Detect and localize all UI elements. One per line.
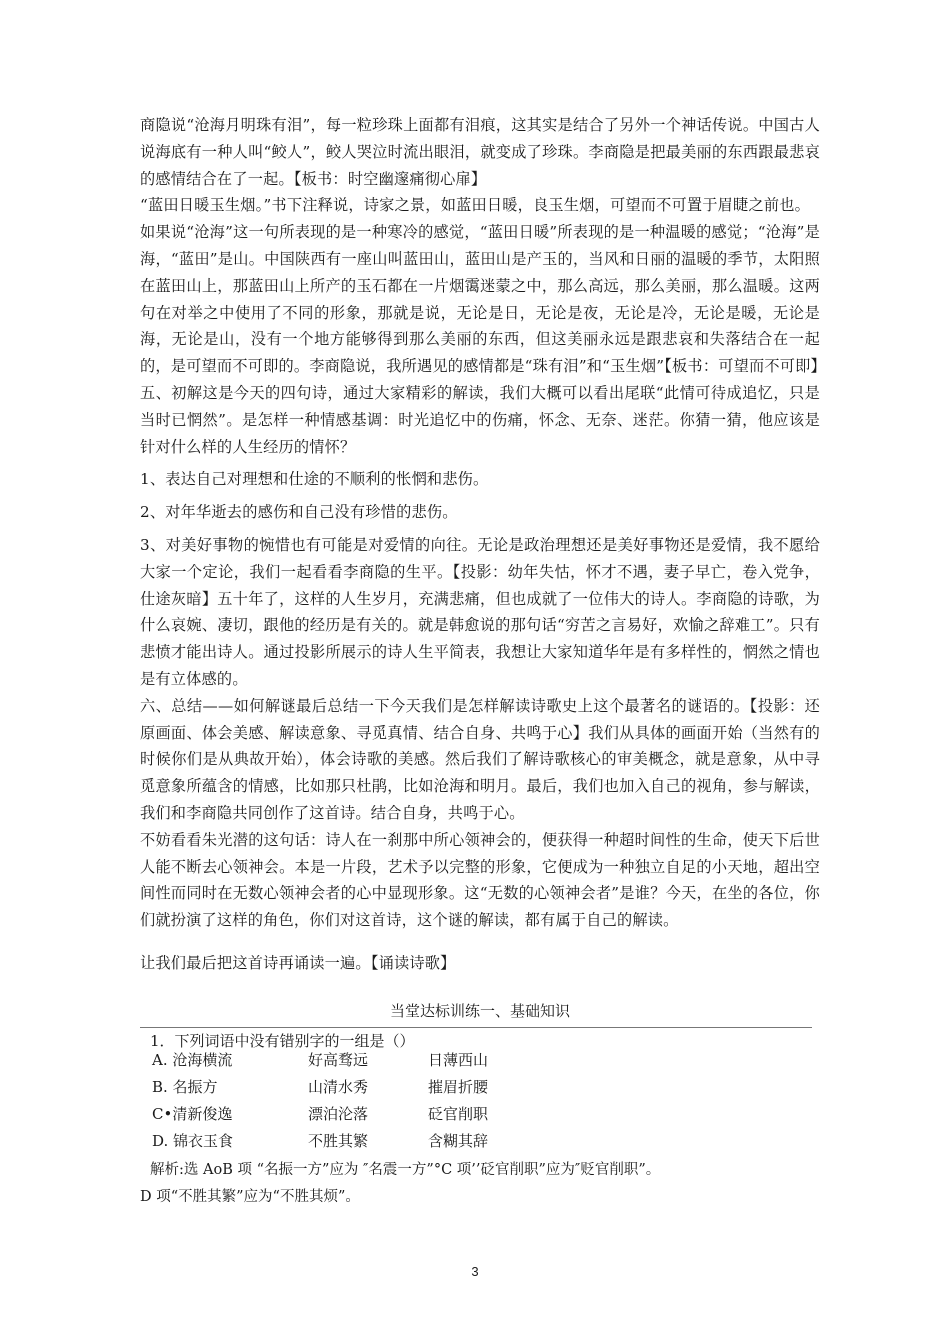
option-word: 含糊其辞 xyxy=(428,1132,489,1150)
option-label: C•清新俊逸 xyxy=(152,1105,233,1123)
option-word: 砭官削职 xyxy=(428,1105,489,1123)
paragraph-section-six: 六、总结——如何解谜最后总结一下今天我们是怎样解读诗歌史上这个最著名的谜语的。【投影：还原画面、体会美感、解读意象、寻觅真情、结合自身、共鸣于心】我们从具体的画面开始（当然有的时候你们是从典故开始），体会诗歌的美感。然后我们了解诗歌核心的审美概念，就是意象，从中寻觅意象所蕴含的情感，比如那只杜鹃，比如沧海和明月。最后，我们也加入自己的视角，参与解读，我们和李商隐共同创作了这首诗。结合自身，共鸣于心。 xyxy=(140,696,820,822)
exercise-question: 1．下列词语中没有错别字的一组是（） xyxy=(150,1032,415,1050)
list-item-2: 2、对年华逝去的感伤和自己没有珍惜的悲伤。 xyxy=(140,503,458,522)
paragraph-contrast: 如果说“沧海”这一句所表现的是一种寒冷的感觉，“蓝田日暖”所表现的是一种温暖的感觉；“沧海”是海，“蓝田”是山。中国陕西有一座山叫蓝田山，蓝田山是产玉的，当风和日丽的温暖的季节，太阳照在蓝田山上，那蓝田山上所产的玉石都在一片烟霭迷蒙之中，那么高远，那么美丽，那么温暖。这两句在对举之中使用了不同的形象，那就是说，无论是日，无论是夜，无论是冷，无论是暖，无论是海，无论是山，没有一个地方能够得到那么美丽的东西，但这美丽永远是跟悲哀和失落结合在一起的，是可望而不可即的。李商隐说，我所遇见的感情都是“珠有泪”和“玉生烟”【板书：可望而不可即】 xyxy=(140,223,826,376)
paragraph-zhu-guangqian: 不妨看看朱光潜的这句话：诗人在一刹那中所心领神会的，便获得一种超时间性的生命，使天下后世人能不断去心领神会。本是一片段，艺术予以完整的形象，它便成为一种独立自足的小天地，超出空间性而同时在无数心领神会者的心中显现形象。这“无数的心领神会者”是谁？今天，在坐的各位，你们就扮演了这样的角色，你们对这首诗，这个谜的解读，都有属于自己的解读。 xyxy=(140,830,820,930)
divider xyxy=(140,1027,812,1028)
paragraph-lantian: “蓝田日暖玉生烟。”书下注释说，诗家之景，如蓝田日暖，良玉生烟，可望而不可置于眉睫之前也。 xyxy=(140,196,810,215)
option-word: 不胜其繁 xyxy=(308,1132,369,1150)
option-word: 山清水秀 xyxy=(308,1078,369,1096)
body-text xyxy=(140,112,826,977)
option-word: 漂泊沦落 xyxy=(308,1105,369,1123)
answer-analysis-continued: D 项“不胜其繁”应为“不胜其烦”。 xyxy=(140,1189,360,1205)
exercise-section-title: 当堂达标训练一、基础知识 xyxy=(389,1002,570,1020)
answer-analysis: 解析:选 AoB 项 “名振一方”应为 ″名震一方”°C 项’’砭官削职”应为″贬官削职”。 xyxy=(150,1162,661,1178)
option-word: 好高骛远 xyxy=(308,1051,369,1069)
page-number: 3 xyxy=(471,1264,479,1279)
option-label: B. 名振方 xyxy=(152,1078,218,1096)
option-word: 摧眉折腰 xyxy=(428,1078,489,1096)
paragraph-recitation: 让我们最后把这首诗再诵读一遍。【诵读诗歌】 xyxy=(140,953,456,972)
paragraph-pearl-tears: 商隐说“沧海月明珠有泪”，每一粒珍珠上面都有泪痕，这其实是结合了另外一个神话传说。中国古人说海底有一种人叫“鲛人”，鲛人哭泣时流出眼泪，就变成了珍珠。李商隐是把最美丽的东西跟最悲哀的感情结合在了一起。【板书：时空幽邃痛彻心扉】 xyxy=(140,116,820,188)
paragraph-section-five: 五、初解这是今天的四句诗，通过大家精彩的解读，我们大概可以看出尾联“此情可待成追忆，只是当时已惘然”。是怎样一种情感基调：时光追忆中的伤痛，怀念、无奈、迷茫。你猜一猜，他应该是针对什么样的人生经历的情怀？ xyxy=(140,383,820,456)
option-label: D. 锦衣玉食 xyxy=(152,1132,234,1150)
option-word: 日薄西山 xyxy=(428,1051,489,1069)
list-item-1: 1、表达自己对理想和仕途的不顺利的怅惘和悲伤。 xyxy=(140,470,489,489)
list-item-3: 3、对美好事物的惋惜也有可能是对爱情的向往。无论是政治理想还是美好事物还是爱情，我不愿给大家一个定论，我们一起看看李商隐的生平。【投影：幼年失怙，怀才不遇，妻子早亡，卷入党争，仕途灰暗】五十年了，这样的人生岁月，充满悲痛，但也成就了一位伟大的诗人。李商隐的诗歌，为什么哀婉、凄切，跟他的经历是有关的。就是韩愈说的那句话“穷苦之言易好，欢愉之辞难工”。只有悲愤才能出诗人。通过投影所展示的诗人生平简表，我想让大家知道华年是有多样性的，惘然之情也是有立体感的。 xyxy=(140,535,820,688)
option-label: A. 沧海横流 xyxy=(152,1051,233,1069)
